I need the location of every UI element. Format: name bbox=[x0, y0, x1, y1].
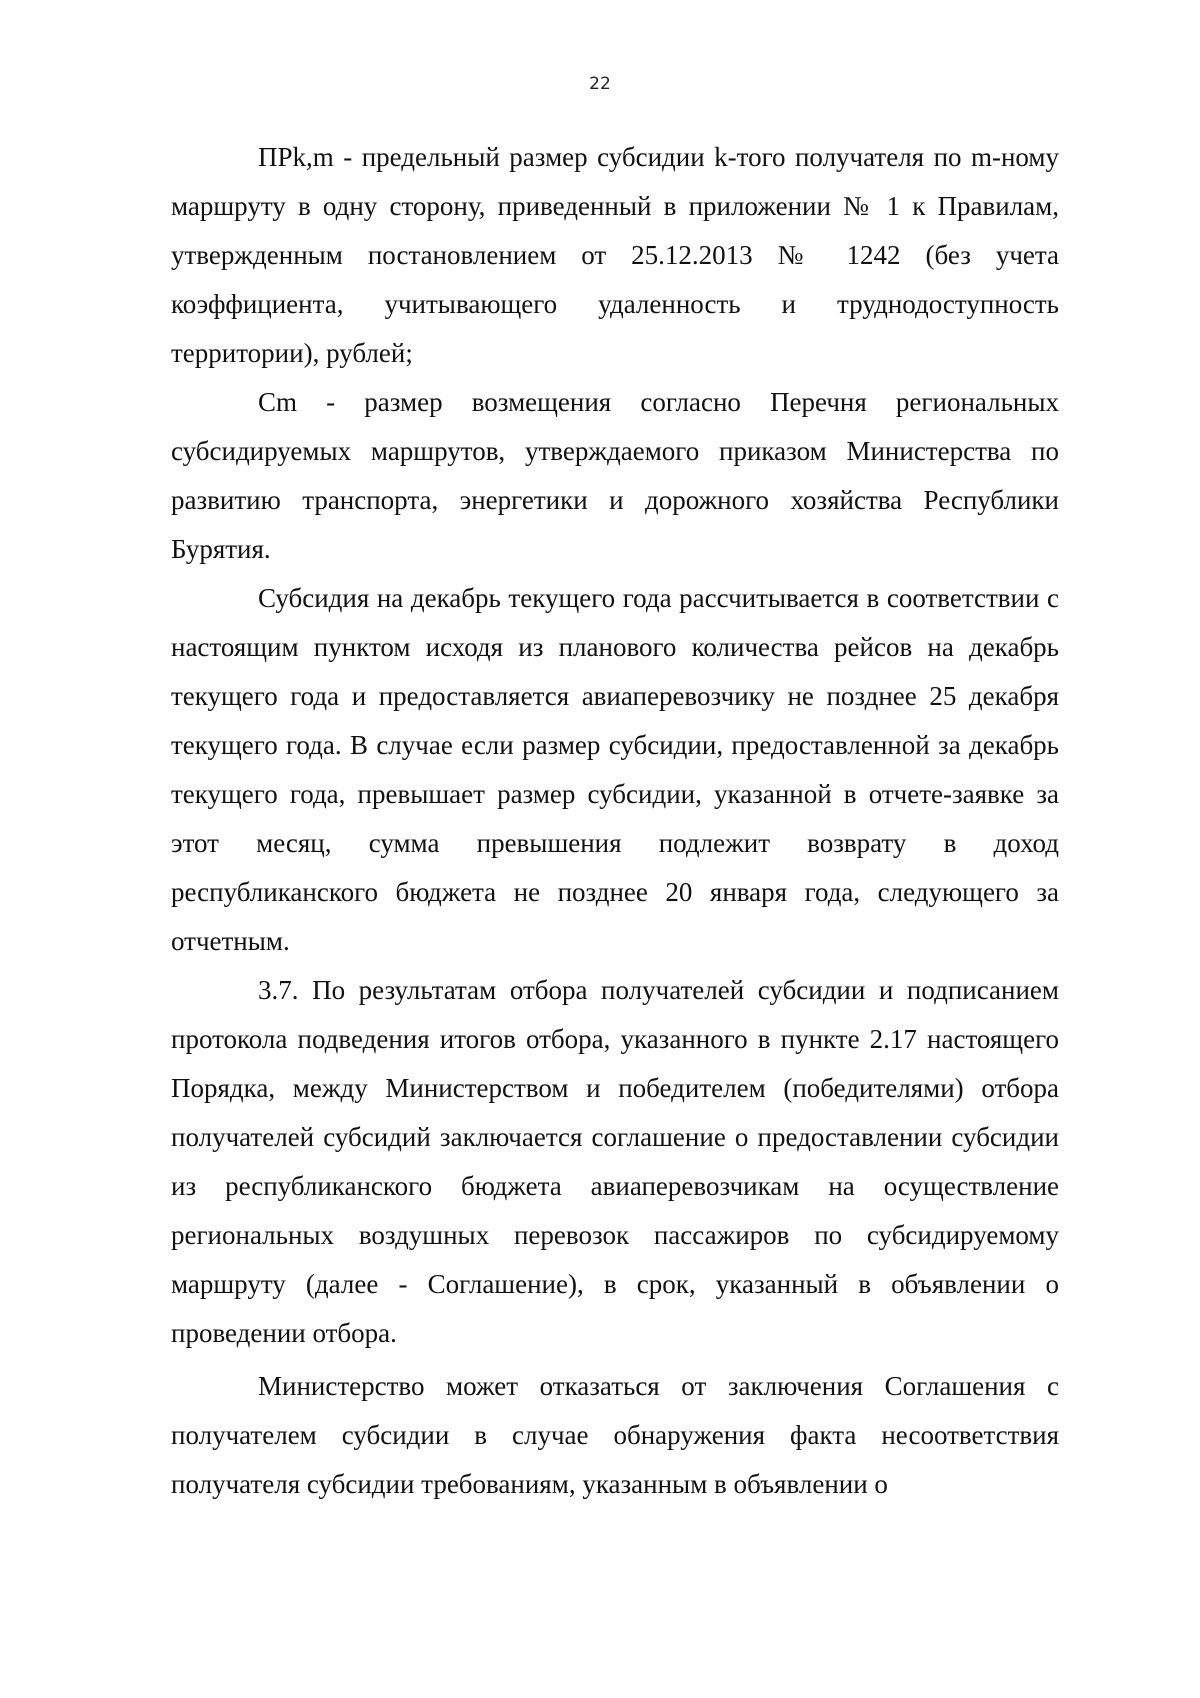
paragraph-section-3-7: 3.7. По результатам отбора получателей субсидии и подписанием протокола подведения итогов отбора, указанного в пункте 2.17 настоящего Порядка, между Министерством и победителем (победителями) отбора получателей субсидий заключается соглашение о предоставлении субсидии из республиканского бюджета авиаперевозчикам на осуществление региональных воздушных перевозок пассажиров по субсидируемому маршруту (далее - Соглашение), в срок, указанный в объявлении о проведении отбора. bbox=[171, 975, 1059, 1348]
paragraph-ministry-refusal: Министерство может отказаться от заключения Соглашения с получателем субсидии в случае обнаружения факта несоответствия получателя субсидии требованиям, указанным в объявлении о bbox=[171, 1371, 1059, 1499]
paragraph-december-subsidy: Субсидия на декабрь текущего года рассчитывается в соответствии с настоящим пунктом исходя из планового количества рейсов на декабрь текущего года и предоставляется авиаперевозчику не позднее 25 декабря текущего года. В случае если размер субсидии, предоставленной за декабрь текущего года, превышает размер субсидии, указанной в отчете-заявке за этот месяц, сумма превышения подлежит возврату в доход республиканского бюджета не позднее 20 января года, следующего за отчетным. bbox=[171, 583, 1059, 956]
paragraph-cm-definition: Сm - размер возмещения согласно Перечня региональных субсидируемых маршрутов, утверждаемого приказом Министерства по развитию транспорта, энергетики и дорожного хозяйства Республики Бурятия. bbox=[171, 387, 1059, 564]
document-body bbox=[171, 133, 1059, 1509]
paragraph-pr-definition: ПРk,m - предельный размер субсидии k-того получателя по m-ному маршруту в одну сторону, приведенный в приложении № 1 к Правилам, утвержденным постановлением от 25.12.2013 № 1242 (без учета коэффициента, учитывающего удаленность и труднодоступность территории), рублей; bbox=[171, 142, 1059, 368]
page-number: 22 bbox=[589, 74, 611, 94]
